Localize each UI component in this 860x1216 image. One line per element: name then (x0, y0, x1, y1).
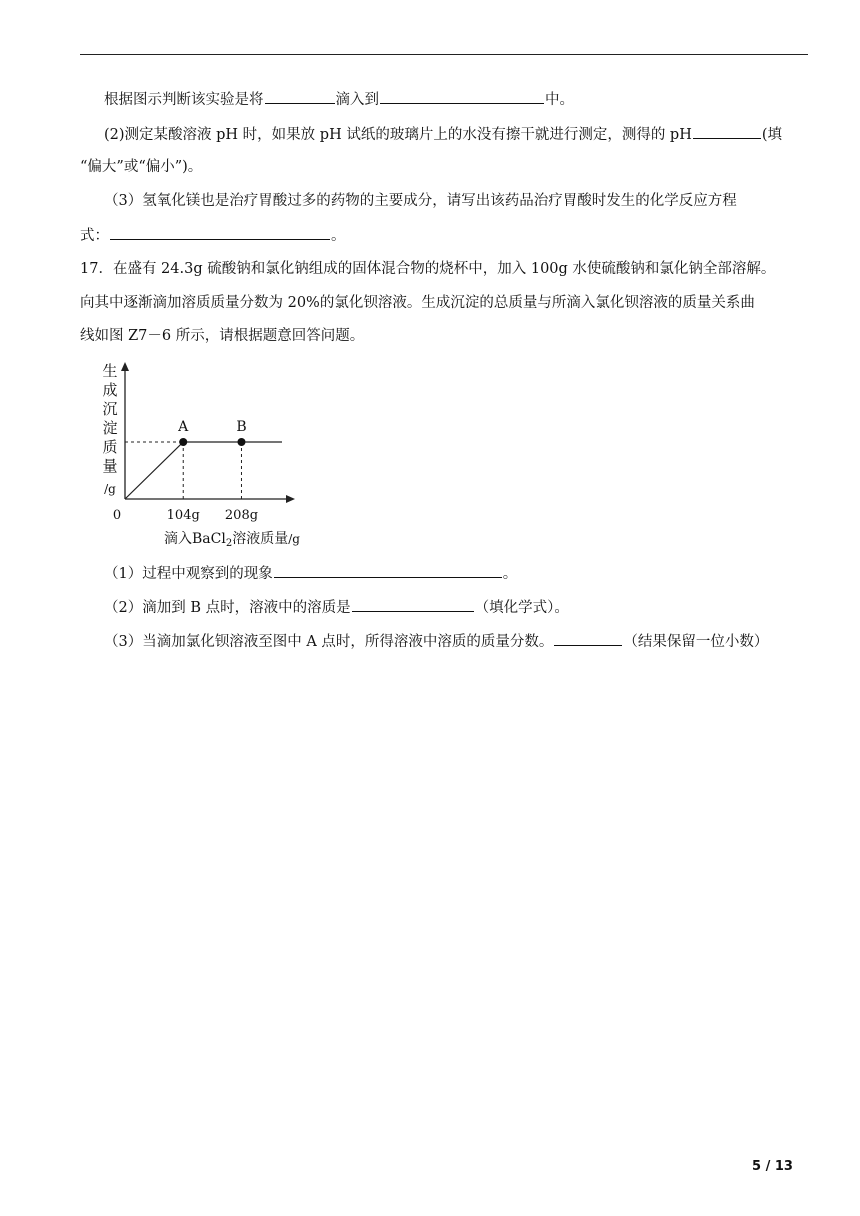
point-label-A: A (178, 419, 189, 435)
q17-sub2-text-b: （填化学式）。 (474, 600, 569, 616)
x-axis-label-formula: BaCl (192, 531, 226, 547)
page-number: 5 / 13 (752, 1159, 793, 1174)
answer-blank-4[interactable] (110, 225, 330, 240)
y-axis-arrow (121, 362, 129, 371)
q17-sub3-text-a: （3）当滴加氯化钡溶液至图中 A 点时，所得溶液中溶质的质量分数。 (104, 634, 554, 650)
x-axis-arrow (286, 495, 295, 503)
answer-blank-6[interactable] (352, 597, 474, 612)
chart-guide-lines (125, 442, 241, 499)
q16-part1-text-a: 根据图示判断该实验是将 (104, 92, 264, 108)
q16-part3-line1: （3）氢氧化镁也是治疗胃酸过多的药物的主要成分，请写出该药品治疗胃酸时发生的化学反应方程 (104, 193, 737, 209)
answer-blank-7[interactable] (554, 631, 622, 646)
y-axis-label-char: 沉 (102, 400, 118, 418)
q17-sub2 (104, 597, 569, 618)
answer-blank-1[interactable] (265, 89, 335, 104)
y-axis-label-char: 成 (102, 381, 118, 399)
y-axis-label (102, 362, 117, 496)
x-axis-label-unit: /g (288, 532, 300, 546)
y-axis-label-char: 淀 (102, 419, 118, 437)
x-axis-label (164, 530, 300, 549)
answer-blank-5[interactable] (274, 563, 502, 578)
q16-part3-line2 (80, 225, 346, 246)
header-rule (80, 54, 808, 55)
q16-part2-line2: “偏大”或“偏小”)。 (80, 159, 203, 175)
data-point-B (237, 438, 245, 446)
point-label-B: B (236, 419, 247, 435)
q17-stem-line2: 向其中逐渐滴加溶质质量分数为 20%的氯化钡溶液。生成沉淀的总质量与所滴入氯化钡溶液的质量关系曲 (80, 295, 755, 311)
answer-blank-2[interactable] (380, 89, 544, 104)
q16-part1 (104, 89, 574, 110)
q17-sub1-text-a: （1）过程中观察到的现象 (104, 566, 273, 582)
q17-stem-line3: 线如图 Z7－6 所示，请根据题意回答问题。 (80, 328, 365, 344)
q17-sub3 (104, 631, 768, 652)
q16-part2-line1 (104, 124, 782, 145)
precipitate-mass-chart (92, 360, 317, 552)
chart-axes (121, 362, 295, 503)
q16-part2-text: (2)测定某酸溶液 pH 时，如果放 pH 试纸的玻璃片上的水没有擦干就进行测定，测得的 pH (104, 127, 692, 143)
q17-sub1-text-b: 。 (502, 566, 518, 582)
q16-part3-text-a: 式： (80, 228, 109, 244)
q16-part1-text-b: 滴入到 (335, 92, 379, 108)
q16-part1-text-c: 中。 (545, 92, 574, 108)
q17-stem-line1: 17．在盛有 24.3g 硫酸钠和氯化钠组成的固体混合物的烧杯中，加入 100g 水使硫酸钠和氯化钠全部溶解。 (80, 261, 776, 277)
q17-sub3-text-b: （结果保留一位小数） (623, 634, 769, 650)
q17-sub1 (104, 563, 517, 584)
y-axis-label-char: 量 (102, 457, 118, 475)
x-tick-label-104g: 104g (166, 508, 200, 523)
y-axis-label-unit: /g (104, 482, 116, 496)
answer-blank-3[interactable] (693, 124, 761, 139)
y-axis-label-char: 质 (102, 438, 118, 456)
x-axis-label-prefix: 滴入 (164, 531, 192, 547)
x-axis-label-suffix: 溶液质量 (232, 531, 289, 547)
q16-part3-text-b: 。 (331, 228, 346, 244)
x-tick-label-208g: 208g (224, 508, 259, 523)
chart-series (125, 442, 282, 499)
y-axis-label-char: 生 (102, 362, 118, 380)
x-axis-label-subscript: 2 (225, 538, 233, 549)
data-point-A (179, 438, 187, 446)
q17-sub2-text-a: （2）滴加到 B 点时，溶液中的溶质是 (104, 600, 351, 616)
q16-part2-text-end: (填 (761, 127, 783, 143)
origin-label: 0 (112, 508, 122, 523)
